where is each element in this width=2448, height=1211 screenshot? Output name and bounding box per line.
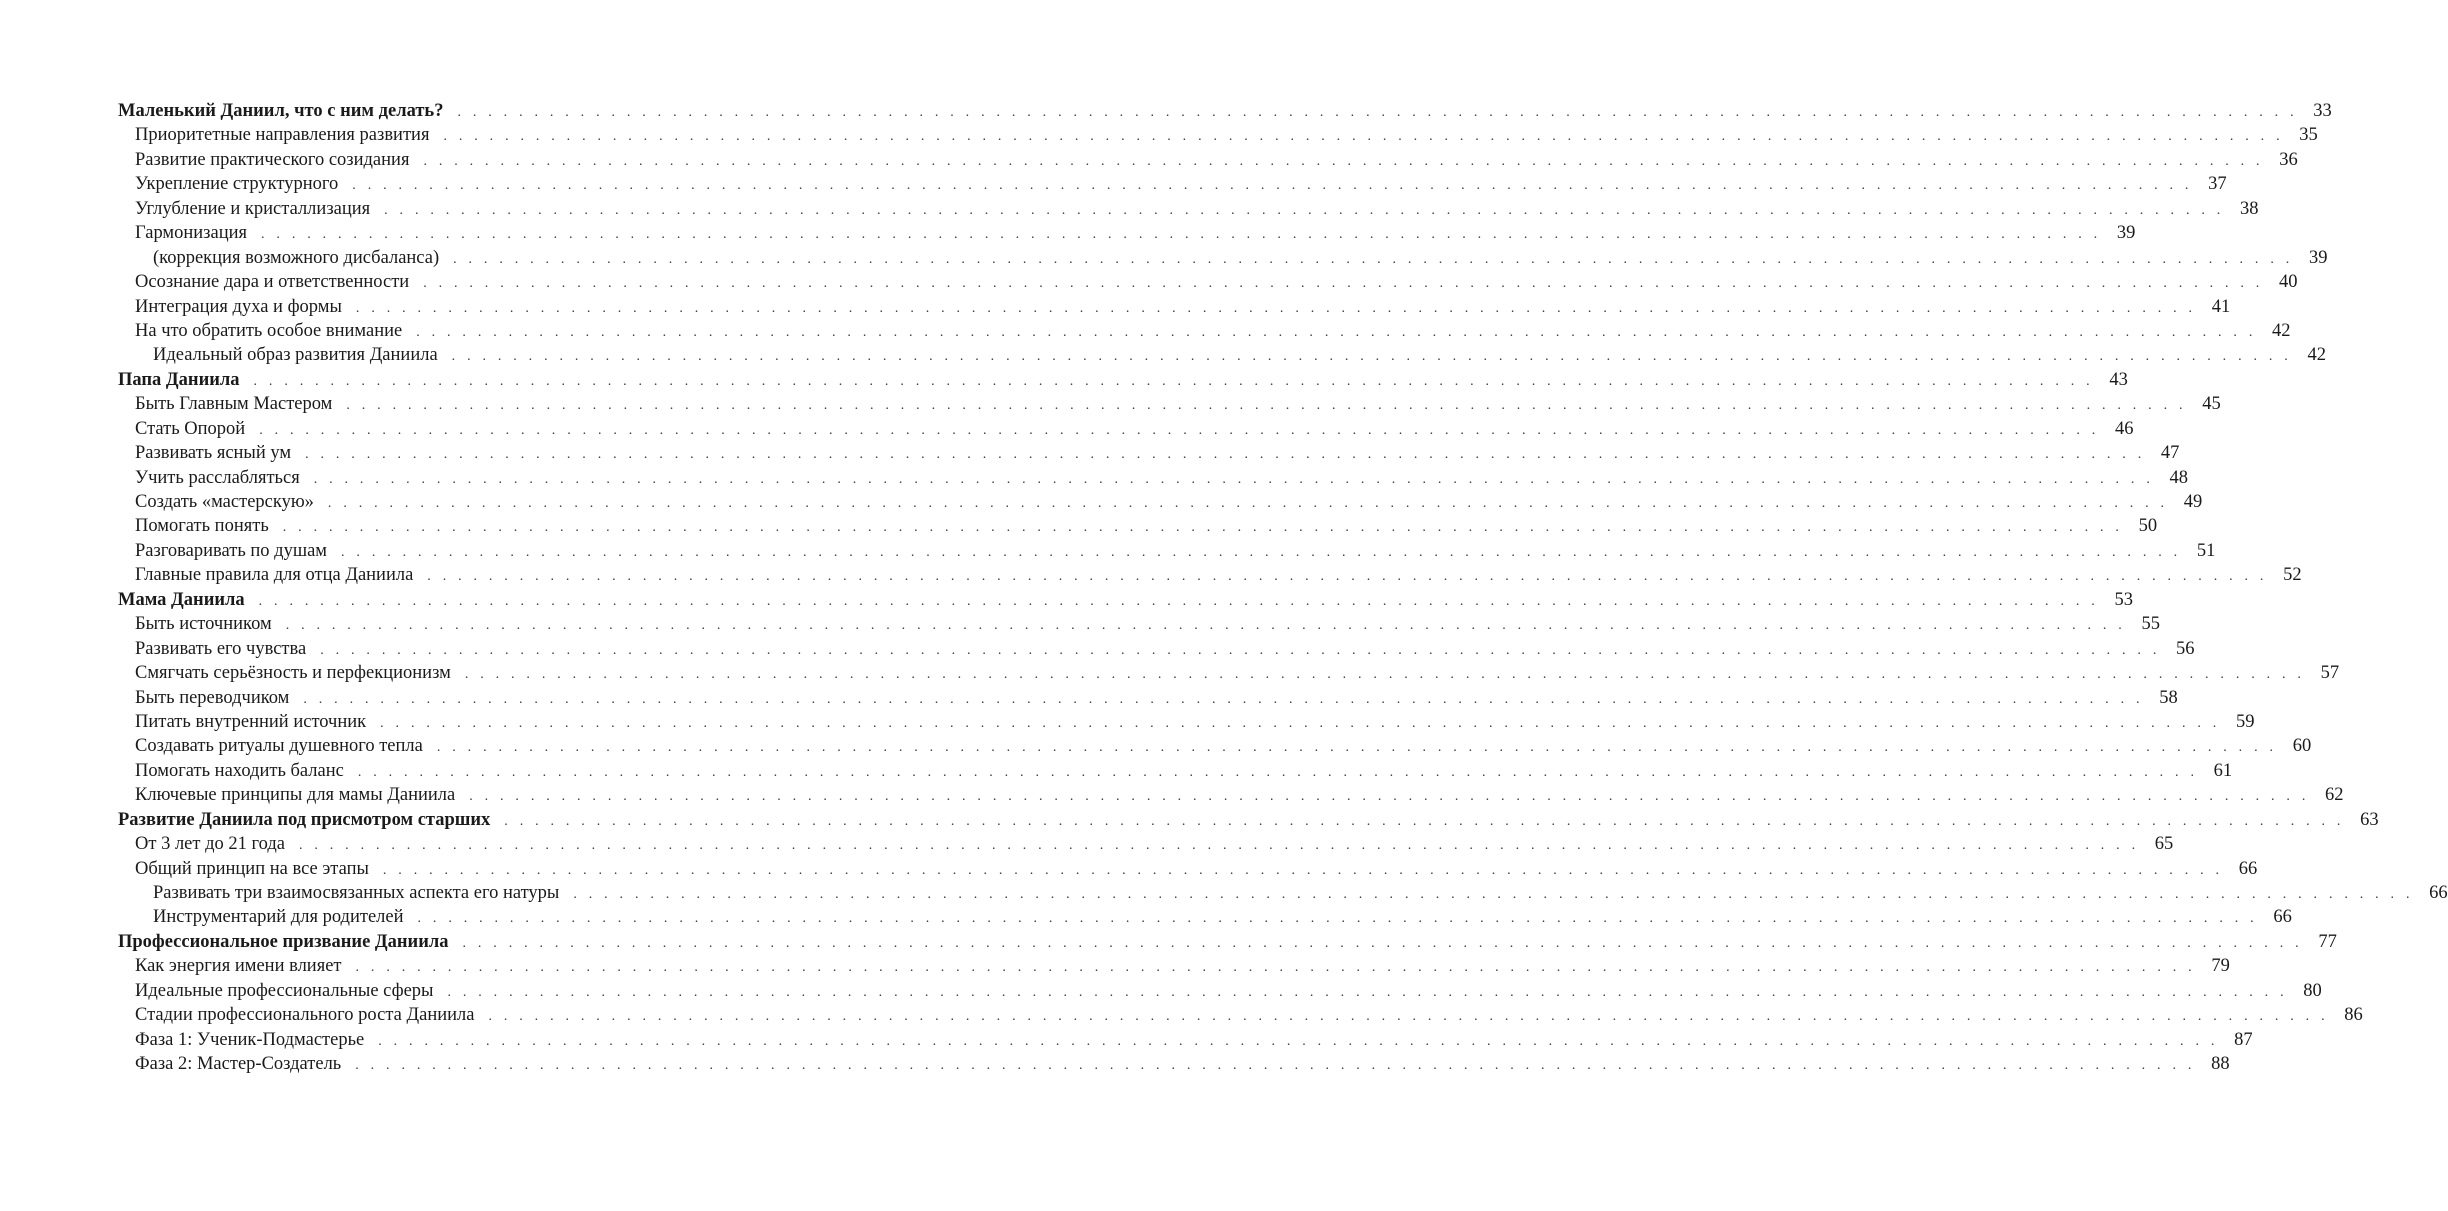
toc-entry-page-number: 63 bbox=[2360, 809, 2379, 830]
dot-leader: . . . . . . . . . . . . . . . . . . . . . . . . . . . . . . . . . . . . . . . . . . . . . . . . . . . . . . . . . . . . . . . . . . . . . . . . . . . . . . . . . . . . . . . . . . . . . . . . . . . . . . . . . . . . . . . . . . . . . . . . bbox=[464, 667, 2306, 683]
toc-section-entry bbox=[118, 270, 2298, 294]
toc-subsection-entry bbox=[118, 905, 2292, 929]
toc-entry-title: Общий принцип на все этапы bbox=[135, 858, 369, 879]
toc-entry-title: Главные правила для отца Даниила bbox=[135, 565, 414, 586]
dot-leader: . . . . . . . . . . . . . . . . . . . . . . . . . . . . . . . . . . . . . . . . . . . . . . . . . . . . . . . . . . . . . . . . . . . . . . . . . . . . . . . . . . . . . . . . . . . . . . . . . . . . . . . . . . . . . . . . . . . . . . . . bbox=[443, 129, 2284, 145]
toc-chapter-entry bbox=[118, 99, 2332, 123]
toc-section-entry bbox=[118, 661, 2340, 685]
toc-entry-title: Питать внутренний источник bbox=[135, 711, 367, 732]
toc-section-entry bbox=[118, 759, 2233, 783]
dot-leader: . . . . . . . . . . . . . . . . . . . . . . . . . . . . . . . . . . . . . . . . . . . . . . . . . . . . . . . . . . . . . . . . . . . . . . . . . . . . . . . . . . . . . . . . . . . . . . . . . . . . . . . . . . . . . . . . . . . . . . . . bbox=[346, 398, 2187, 414]
dot-leader: . . . . . . . . . . . . . . . . . . . . . . . . . . . . . . . . . . . . . . . . . . . . . . . . . . . . . . . . . . . . . . . . . . . . . . . . . . . . . . . . . . . . . . . . . . . . . . . . . . . . . . . . . . . . . . . . . . . . . . . . bbox=[423, 276, 2264, 292]
toc-entry-title: Ключевые принципы для мамы Даниила bbox=[135, 785, 456, 806]
toc-entry-title: Развитие Даниила под присмотром старших bbox=[118, 809, 491, 830]
toc-subsection-entry bbox=[118, 246, 2328, 270]
dot-leader: . . . . . . . . . . . . . . . . . . . . . . . . . . . . . . . . . . . . . . . . . . . . . . . . . . . . . . . . . . . . . . . . . . . . . . . . . . . . . . . . . . . . . . . . . . . . . . . . . . . . . . . . . . . . . . . . . . . . . . . . bbox=[453, 251, 2294, 267]
dot-leader: . . . . . . . . . . . . . . . . . . . . . . . . . . . . . . . . . . . . . . . . . . . . . . . . . . . . . . . . . . . . . . . . . . . . . . . . . . . . . . . . . . . . . . . . . . . . . . . . . . . . . . . . . . . . . . . . . . . . . . . . bbox=[378, 1033, 2219, 1049]
toc-entry-page-number: 49 bbox=[2183, 492, 2203, 512]
toc-section-entry bbox=[118, 979, 2322, 1003]
toc-entry-page-number: 43 bbox=[2109, 369, 2128, 390]
toc-entry-title: Идеальные профессиональные сферы bbox=[135, 980, 434, 1001]
toc-section-entry bbox=[118, 295, 2231, 319]
toc-entry-title: Учить расслабляться bbox=[135, 467, 300, 488]
dot-leader: . . . . . . . . . . . . . . . . . . . . . . . . . . . . . . . . . . . . . . . . . . . . . . . . . . . . . . . . . . . . . . . . . . . . . . . . . . . . . . . . . . . . . . . . . . . . . . . . . . . . . . . . . . . . . . . . . . . . . . . . bbox=[355, 960, 2196, 976]
toc-entry-page-number: 65 bbox=[2154, 834, 2174, 855]
toc-section-entry bbox=[118, 857, 2258, 881]
toc-entry-page-number: 58 bbox=[2159, 687, 2178, 708]
toc-entry-page-number: 52 bbox=[2283, 565, 2302, 586]
toc-entry-page-number: 57 bbox=[2320, 663, 2340, 684]
toc-entry-page-number: 80 bbox=[2303, 980, 2322, 1001]
dot-leader: . . . . . . . . . . . . . . . . . . . . . . . . . . . . . . . . . . . . . . . . . . . . . . . . . . . . . . . . . . . . . . . . . . . . . . . . . . . . . . . . . . . . . . . . . . . . . . . . . . . . . . . . . . . . . . . . . . . . . . . . bbox=[436, 740, 2278, 756]
toc-entry-page-number: 86 bbox=[2344, 1005, 2363, 1026]
toc-entry-title: Развивать ясный ум bbox=[135, 443, 292, 464]
toc-entry-page-number: 66 bbox=[2429, 883, 2448, 903]
toc-entry-title: Фаза 1: Ученик-Подмастерье bbox=[135, 1029, 365, 1050]
dot-leader: . . . . . . . . . . . . . . . . . . . . . . . . . . . . . . . . . . . . . . . . . . . . . . . . . . . . . . . . . . . . . . . . . . . . . . . . . . . . . . . . . . . . . . . . . . . . . . . . . . . . . . . . . . . . . . . . . . . . . . . . bbox=[384, 202, 2225, 218]
toc-entry-title: Создавать ритуалы душевного тепла bbox=[135, 736, 423, 757]
toc-entry-title: Идеальный образ развития Даниила bbox=[153, 345, 438, 366]
dot-leader: . . . . . . . . . . . . . . . . . . . . . . . . . . . . . . . . . . . . . . . . . . . . . . . . . . . . . . . . . . . . . . . . . . . . . . . . . . . . . . . . . . . . . . . . . . . . . . . . . . . . . . . . . . . . . . . . . . . . . . . . bbox=[427, 569, 2268, 585]
toc-entry-page-number: 66 bbox=[2273, 907, 2292, 928]
toc-section-entry bbox=[118, 441, 2180, 465]
toc-entry-title: Стадии профессионального роста Даниила bbox=[135, 1005, 475, 1026]
toc-entry-title: Разговаривать по душам bbox=[135, 540, 328, 561]
toc-chapter-entry bbox=[118, 808, 2379, 832]
toc-entry-title: (коррекция возможного дисбаланса) bbox=[153, 247, 440, 268]
toc-section-entry bbox=[118, 319, 2291, 343]
dot-leader: . . . . . . . . . . . . . . . . . . . . . . . . . . . . . . . . . . . . . . . . . . . . . . . . . . . . . . . . . . . . . . . . . . . . . . . . . . . . . . . . . . . . . . . . . . . . . . . . . . . . . . . . . . . . . . . . . . . . . . . . bbox=[357, 764, 2199, 780]
toc-entry-page-number: 46 bbox=[2115, 418, 2134, 439]
toc-section-entry bbox=[118, 1003, 2363, 1027]
table-of-contents bbox=[118, 99, 2448, 1077]
dot-leader: . . . . . . . . . . . . . . . . . . . . . . . . . . . . . . . . . . . . . . . . . . . . . . . . . . . . . . . . . . . . . . . . . . . . . . . . . . . . . . . . . . . . . . . . . . . . . . . . . . . . . . . . . . . . . . . . . . . . . . . . bbox=[298, 838, 2140, 854]
toc-section-entry bbox=[118, 612, 2160, 636]
toc-entry-page-number: 40 bbox=[2279, 272, 2298, 293]
toc-entry-page-number: 62 bbox=[2325, 785, 2344, 806]
toc-entry-page-number: 50 bbox=[2138, 516, 2158, 537]
toc-section-entry bbox=[118, 1028, 2253, 1052]
dot-leader: . . . . . . . . . . . . . . . . . . . . . . . . . . . . . . . . . . . . . . . . . . . . . . . . . . . . . . . . . . . . . . . . . . . . . . . . . . . . . . . . . . . . . . . . . . . . . . . . . . . . . . . . . . . . . . . . . . . . . . . . bbox=[416, 324, 2257, 340]
toc-section-entry bbox=[118, 197, 2259, 221]
toc-entry-page-number: 60 bbox=[2292, 736, 2312, 757]
toc-entry-title: Развитие практического созидания bbox=[135, 149, 410, 170]
toc-entry-title: Быть источником bbox=[135, 614, 272, 635]
toc-subsection-entry bbox=[118, 881, 2448, 905]
toc-entry-page-number: 33 bbox=[2313, 101, 2332, 121]
dot-leader: . . . . . . . . . . . . . . . . . . . . . . . . . . . . . . . . . . . . . . . . . . . . . . . . . . . . . . . . . . . . . . . . . . . . . . . . . . . . . . . . . . . . . . . . . . . . . . . . . . . . . . . . . . . . . . . . . . . . . . . . bbox=[285, 618, 2126, 634]
toc-section-entry bbox=[118, 686, 2178, 710]
toc-section-entry bbox=[118, 123, 2318, 147]
toc-section-entry bbox=[118, 710, 2255, 734]
toc-section-entry bbox=[118, 783, 2344, 807]
dot-leader: . . . . . . . . . . . . . . . . . . . . . . . . . . . . . . . . . . . . . . . . . . . . . . . . . . . . . . . . . . . . . . . . . . . . . . . . . . . . . . . . . . . . . . . . . . . . . . . . . . . . . . . . . . . . . . . . . . . . . . . . bbox=[313, 471, 2155, 487]
toc-entry-title: Развивать три взаимосвязанных аспекта его натуры bbox=[153, 883, 560, 903]
toc-section-entry bbox=[118, 1052, 2230, 1076]
toc-section-entry bbox=[118, 148, 2298, 172]
dot-leader: . . . . . . . . . . . . . . . . . . . . . . . . . . . . . . . . . . . . . . . . . . . . . . . . . . . . . . . . . . . . . . . . . . . . . . . . . . . . . . . . . . . . . . . . . . . . . . . . . . . . . . . . . . . . . . . . . . . . . . . . bbox=[447, 984, 2288, 1000]
toc-entry-page-number: 59 bbox=[2235, 711, 2255, 732]
toc-entry-page-number: 79 bbox=[2211, 956, 2230, 977]
toc-entry-page-number: 88 bbox=[2211, 1054, 2230, 1075]
dot-leader: . . . . . . . . . . . . . . . . . . . . . . . . . . . . . . . . . . . . . . . . . . . . . . . . . . . . . . . . . . . . . . . . . . . . . . . . . . . . . . . . . . . . . . . . . . . . . . . . . . . . . . . . . . . . . . . . . . . . . . . . bbox=[259, 422, 2100, 438]
dot-leader: . . . . . . . . . . . . . . . . . . . . . . . . . . . . . . . . . . . . . . . . . . . . . . . . . . . . . . . . . . . . . . . . . . . . . . . . . . . . . . . . . . . . . . . . . . . . . . . . . . . . . . . . . . . . . . . . . . . . . . . . bbox=[261, 227, 2102, 243]
dot-leader: . . . . . . . . . . . . . . . . . . . . . . . . . . . . . . . . . . . . . . . . . . . . . . . . . . . . . . . . . . . . . . . . . . . . . . . . . . . . . . . . . . . . . . . . . . . . . . . . . . . . . . . . . . . . . . . . . . . . . . . . bbox=[469, 789, 2310, 805]
toc-entry-title: Создать «мастерскую» bbox=[135, 492, 314, 512]
dot-leader: . . . . . . . . . . . . . . . . . . . . . . . . . . . . . . . . . . . . . . . . . . . . . . . . . . . . . . . . . . . . . . . . . . . . . . . . . . . . . . . . . . . . . . . . . . . . . . . . . . . . . . . . . . . . . . . . . . . . . . . . bbox=[327, 496, 2169, 511]
toc-section-entry bbox=[118, 172, 2227, 196]
toc-entry-title: Мама Даниила bbox=[118, 589, 245, 610]
dot-leader: . . . . . . . . . . . . . . . . . . . . . . . . . . . . . . . . . . . . . . . . . . . . . . . . . . . . . . . . . . . . . . . . . . . . . . . . . . . . . . . . . . . . . . . . . . . . . . . . . . . . . . . . . . . . . . . . . . . . . . . . bbox=[305, 447, 2146, 463]
toc-chapter-entry bbox=[118, 588, 2133, 612]
toc-section-entry bbox=[118, 832, 2174, 856]
toc-section-entry bbox=[118, 466, 2189, 490]
toc-entry-page-number: 61 bbox=[2213, 760, 2233, 781]
toc-entry-page-number: 41 bbox=[2211, 296, 2231, 317]
dot-leader: . . . . . . . . . . . . . . . . . . . . . . . . . . . . . . . . . . . . . . . . . . . . . . . . . . . . . . . . . . . . . . . . . . . . . . . . . . . . . . . . . . . . . . . . . . . . . . . . . . . . . . . . . . . . . . . . . . . . . . . . bbox=[380, 715, 2221, 731]
toc-entry-title: Укрепление структурного bbox=[135, 174, 339, 195]
dot-leader: . . . . . . . . . . . . . . . . . . . . . . . . . . . . . . . . . . . . . . . . . . . . . . . . . . . . . . . . . . . . . . . . . . . . . . . . . . . . . . . . . . . . . . . . . . . . . . . . . . . . . . . . . . . . . . . . . . . . . . . . bbox=[451, 349, 2292, 365]
toc-entry-page-number: 39 bbox=[2308, 247, 2328, 268]
toc-entry-title: Профессиональное призвание Даниила bbox=[118, 931, 449, 952]
dot-leader: . . . . . . . . . . . . . . . . . . . . . . . . . . . . . . . . . . . . . . . . . . . . . . . . . . . . . . . . . . . . . . . . . . . . . . . . . . . . . . . . . . . . . . . . . . . . . . . . . . . . . . . . . . . . . . . . . . . . . . . . bbox=[355, 1058, 2196, 1074]
dot-leader: . . . . . . . . . . . . . . . . . . . . . . . . . . . . . . . . . . . . . . . . . . . . . . . . . . . . . . . . . . . . . . . . . . . . . . . . . . . . . . . . . . . . . . . . . . . . . . . . . . . . . . . . . . . . . . . . . . . . . . . . bbox=[504, 813, 2345, 829]
toc-section-entry bbox=[118, 563, 2302, 587]
dot-leader: . . . . . . . . . . . . . . . . . . . . . . . . . . . . . . . . . . . . . . . . . . . . . . . . . . . . . . . . . . . . . . . . . . . . . . . . . . . . . . . . . . . . . . . . . . . . . . . . . . . . . . . . . . . . . . . . . . . . . . . . bbox=[355, 300, 2197, 316]
dot-leader: . . . . . . . . . . . . . . . . . . . . . . . . . . . . . . . . . . . . . . . . . . . . . . . . . . . . . . . . . . . . . . . . . . . . . . . . . . . . . . . . . . . . . . . . . . . . . . . . . . . . . . . . . . . . . . . . . . . . . . . . bbox=[303, 691, 2144, 707]
toc-entry-title: Маленький Даниил, что с ним делать? bbox=[118, 101, 444, 121]
toc-entry-page-number: 39 bbox=[2116, 223, 2136, 244]
toc-entry-page-number: 55 bbox=[2141, 614, 2160, 635]
toc-entry-page-number: 36 bbox=[2279, 149, 2298, 170]
dot-leader: . . . . . . . . . . . . . . . . . . . . . . . . . . . . . . . . . . . . . . . . . . . . . . . . . . . . . . . . . . . . . . . . . . . . . . . . . . . . . . . . . . . . . . . . . . . . . . . . . . . . . . . . . . . . . . . . . . . . . . . . bbox=[253, 373, 2094, 389]
toc-entry-title: Быть Главным Мастером bbox=[135, 394, 333, 415]
toc-entry-title: Помогать понять bbox=[135, 516, 269, 537]
toc-entry-page-number: 45 bbox=[2202, 394, 2221, 415]
dot-leader: . . . . . . . . . . . . . . . . . . . . . . . . . . . . . . . . . . . . . . . . . . . . . . . . . . . . . . . . . . . . . . . . . . . . . . . . . . . . . . . . . . . . . . . . . . . . . . . . . . . . . . . . . . . . . . . . . . . . . . . . bbox=[417, 911, 2258, 927]
toc-entry-page-number: 53 bbox=[2114, 589, 2133, 610]
toc-entry-page-number: 56 bbox=[2176, 638, 2195, 659]
toc-entry-page-number: 42 bbox=[2307, 345, 2326, 366]
dot-leader: . . . . . . . . . . . . . . . . . . . . . . . . . . . . . . . . . . . . . . . . . . . . . . . . . . . . . . . . . . . . . . . . . . . . . . . . . . . . . . . . . . . . . . . . . . . . . . . . . . . . . . . . . . . . . . . . . . . . . . . . bbox=[462, 935, 2303, 951]
toc-entry-title: Приоритетные направления развития bbox=[135, 125, 430, 146]
toc-entry-title: Папа Даниила bbox=[118, 369, 240, 390]
toc-entry-page-number: 66 bbox=[2238, 858, 2258, 879]
toc-entry-title: Быть переводчиком bbox=[135, 687, 290, 708]
toc-entry-page-number: 47 bbox=[2160, 443, 2180, 464]
toc-entry-title: Как энергия имени влияет bbox=[135, 956, 342, 977]
toc-entry-page-number: 37 bbox=[2208, 174, 2227, 195]
toc-chapter-entry bbox=[118, 930, 2337, 954]
toc-entry-page-number: 38 bbox=[2239, 198, 2259, 219]
toc-entry-title: Инструментарий для родителей bbox=[153, 907, 404, 928]
dot-leader: . . . . . . . . . . . . . . . . . . . . . . . . . . . . . . . . . . . . . . . . . . . . . . . . . . . . . . . . . . . . . . . . . . . . . . . . . . . . . . . . . . . . . . . . . . . . . . . . . . . . . . . . . . . . . . . . . . . . . . . . bbox=[382, 862, 2224, 878]
toc-chapter-entry bbox=[118, 368, 2128, 392]
toc-entry-title: На что обратить особое внимание bbox=[135, 320, 403, 341]
toc-entry-page-number: 87 bbox=[2234, 1029, 2253, 1050]
dot-leader: . . . . . . . . . . . . . . . . . . . . . . . . . . . . . . . . . . . . . . . . . . . . . . . . . . . . . . . . . . . . . . . . . . . . . . . . . . . . . . . . . . . . . . . . . . . . . . . . . . . . . . . . . . . . . . . . . . . . . . . . bbox=[352, 178, 2193, 194]
toc-entry-page-number: 77 bbox=[2318, 931, 2337, 952]
toc-entry-title: От 3 лет до 21 года bbox=[135, 834, 285, 855]
toc-section-entry bbox=[118, 392, 2221, 416]
toc-section-entry bbox=[118, 221, 2136, 245]
toc-entry-title: Смягчать серьёзность и перфекционизм bbox=[135, 663, 451, 684]
dot-leader: . . . . . . . . . . . . . . . . . . . . . . . . . . . . . . . . . . . . . . . . . . . . . . . . . . . . . . . . . . . . . . . . . . . . . . . . . . . . . . . . . . . . . . . . . . . . . . . . . . . . . . . . . . . . . . . . . . . . . . . . bbox=[573, 887, 2414, 902]
dot-leader: . . . . . . . . . . . . . . . . . . . . . . . . . . . . . . . . . . . . . . . . . . . . . . . . . . . . . . . . . . . . . . . . . . . . . . . . . . . . . . . . . . . . . . . . . . . . . . . . . . . . . . . . . . . . . . . . . . . . . . . . bbox=[423, 153, 2264, 169]
dot-leader: . . . . . . . . . . . . . . . . . . . . . . . . . . . . . . . . . . . . . . . . . . . . . . . . . . . . . . . . . . . . . . . . . . . . . . . . . . . . . . . . . . . . . . . . . . . . . . . . . . . . . . . . . . . . . . . . . . . . . . . . bbox=[258, 593, 2099, 609]
toc-section-entry bbox=[118, 637, 2195, 661]
toc-entry-title: Интеграция духа и формы bbox=[135, 296, 342, 317]
toc-section-entry bbox=[118, 490, 2203, 514]
toc-entry-title: Гармонизация bbox=[135, 223, 248, 244]
toc-entry-title: Развивать его чувства bbox=[135, 638, 307, 659]
toc-entry-title: Осознание дара и ответственности bbox=[135, 272, 410, 293]
toc-entry-title: Стать Опорой bbox=[135, 418, 246, 439]
toc-section-entry bbox=[118, 514, 2158, 538]
toc-section-entry bbox=[118, 954, 2230, 978]
toc-subsection-entry bbox=[118, 343, 2326, 367]
dot-leader: . . . . . . . . . . . . . . . . . . . . . . . . . . . . . . . . . . . . . . . . . . . . . . . . . . . . . . . . . . . . . . . . . . . . . . . . . . . . . . . . . . . . . . . . . . . . . . . . . . . . . . . . . . . . . . . . . . . . . . . . bbox=[282, 520, 2124, 536]
toc-entry-page-number: 51 bbox=[2196, 540, 2216, 561]
toc-section-entry bbox=[118, 734, 2312, 758]
toc-entry-title: Помогать находить баланс bbox=[135, 760, 344, 781]
toc-section-entry bbox=[118, 539, 2216, 563]
toc-entry-page-number: 48 bbox=[2169, 467, 2189, 488]
dot-leader: . . . . . . . . . . . . . . . . . . . . . . . . . . . . . . . . . . . . . . . . . . . . . . . . . . . . . . . . . . . . . . . . . . . . . . . . . . . . . . . . . . . . . . . . . . . . . . . . . . . . . . . . . . . . . . . . . . . . . . . . bbox=[457, 105, 2298, 120]
toc-entry-title: Углубление и кристаллизация bbox=[135, 198, 371, 219]
toc-section-entry bbox=[118, 417, 2134, 441]
toc-entry-page-number: 35 bbox=[2299, 125, 2318, 146]
dot-leader: . . . . . . . . . . . . . . . . . . . . . . . . . . . . . . . . . . . . . . . . . . . . . . . . . . . . . . . . . . . . . . . . . . . . . . . . . . . . . . . . . . . . . . . . . . . . . . . . . . . . . . . . . . . . . . . . . . . . . . . . bbox=[341, 544, 2182, 560]
toc-entry-page-number: 42 bbox=[2272, 320, 2291, 341]
dot-leader: . . . . . . . . . . . . . . . . . . . . . . . . . . . . . . . . . . . . . . . . . . . . . . . . . . . . . . . . . . . . . . . . . . . . . . . . . . . . . . . . . . . . . . . . . . . . . . . . . . . . . . . . . . . . . . . . . . . . . . . . bbox=[320, 642, 2161, 658]
toc-entry-title: Фаза 2: Мастер-Создатель bbox=[135, 1054, 342, 1075]
dot-leader: . . . . . . . . . . . . . . . . . . . . . . . . . . . . . . . . . . . . . . . . . . . . . . . . . . . . . . . . . . . . . . . . . . . . . . . . . . . . . . . . . . . . . . . . . . . . . . . . . . . . . . . . . . . . . . . . . . . . . . . . bbox=[488, 1009, 2329, 1025]
